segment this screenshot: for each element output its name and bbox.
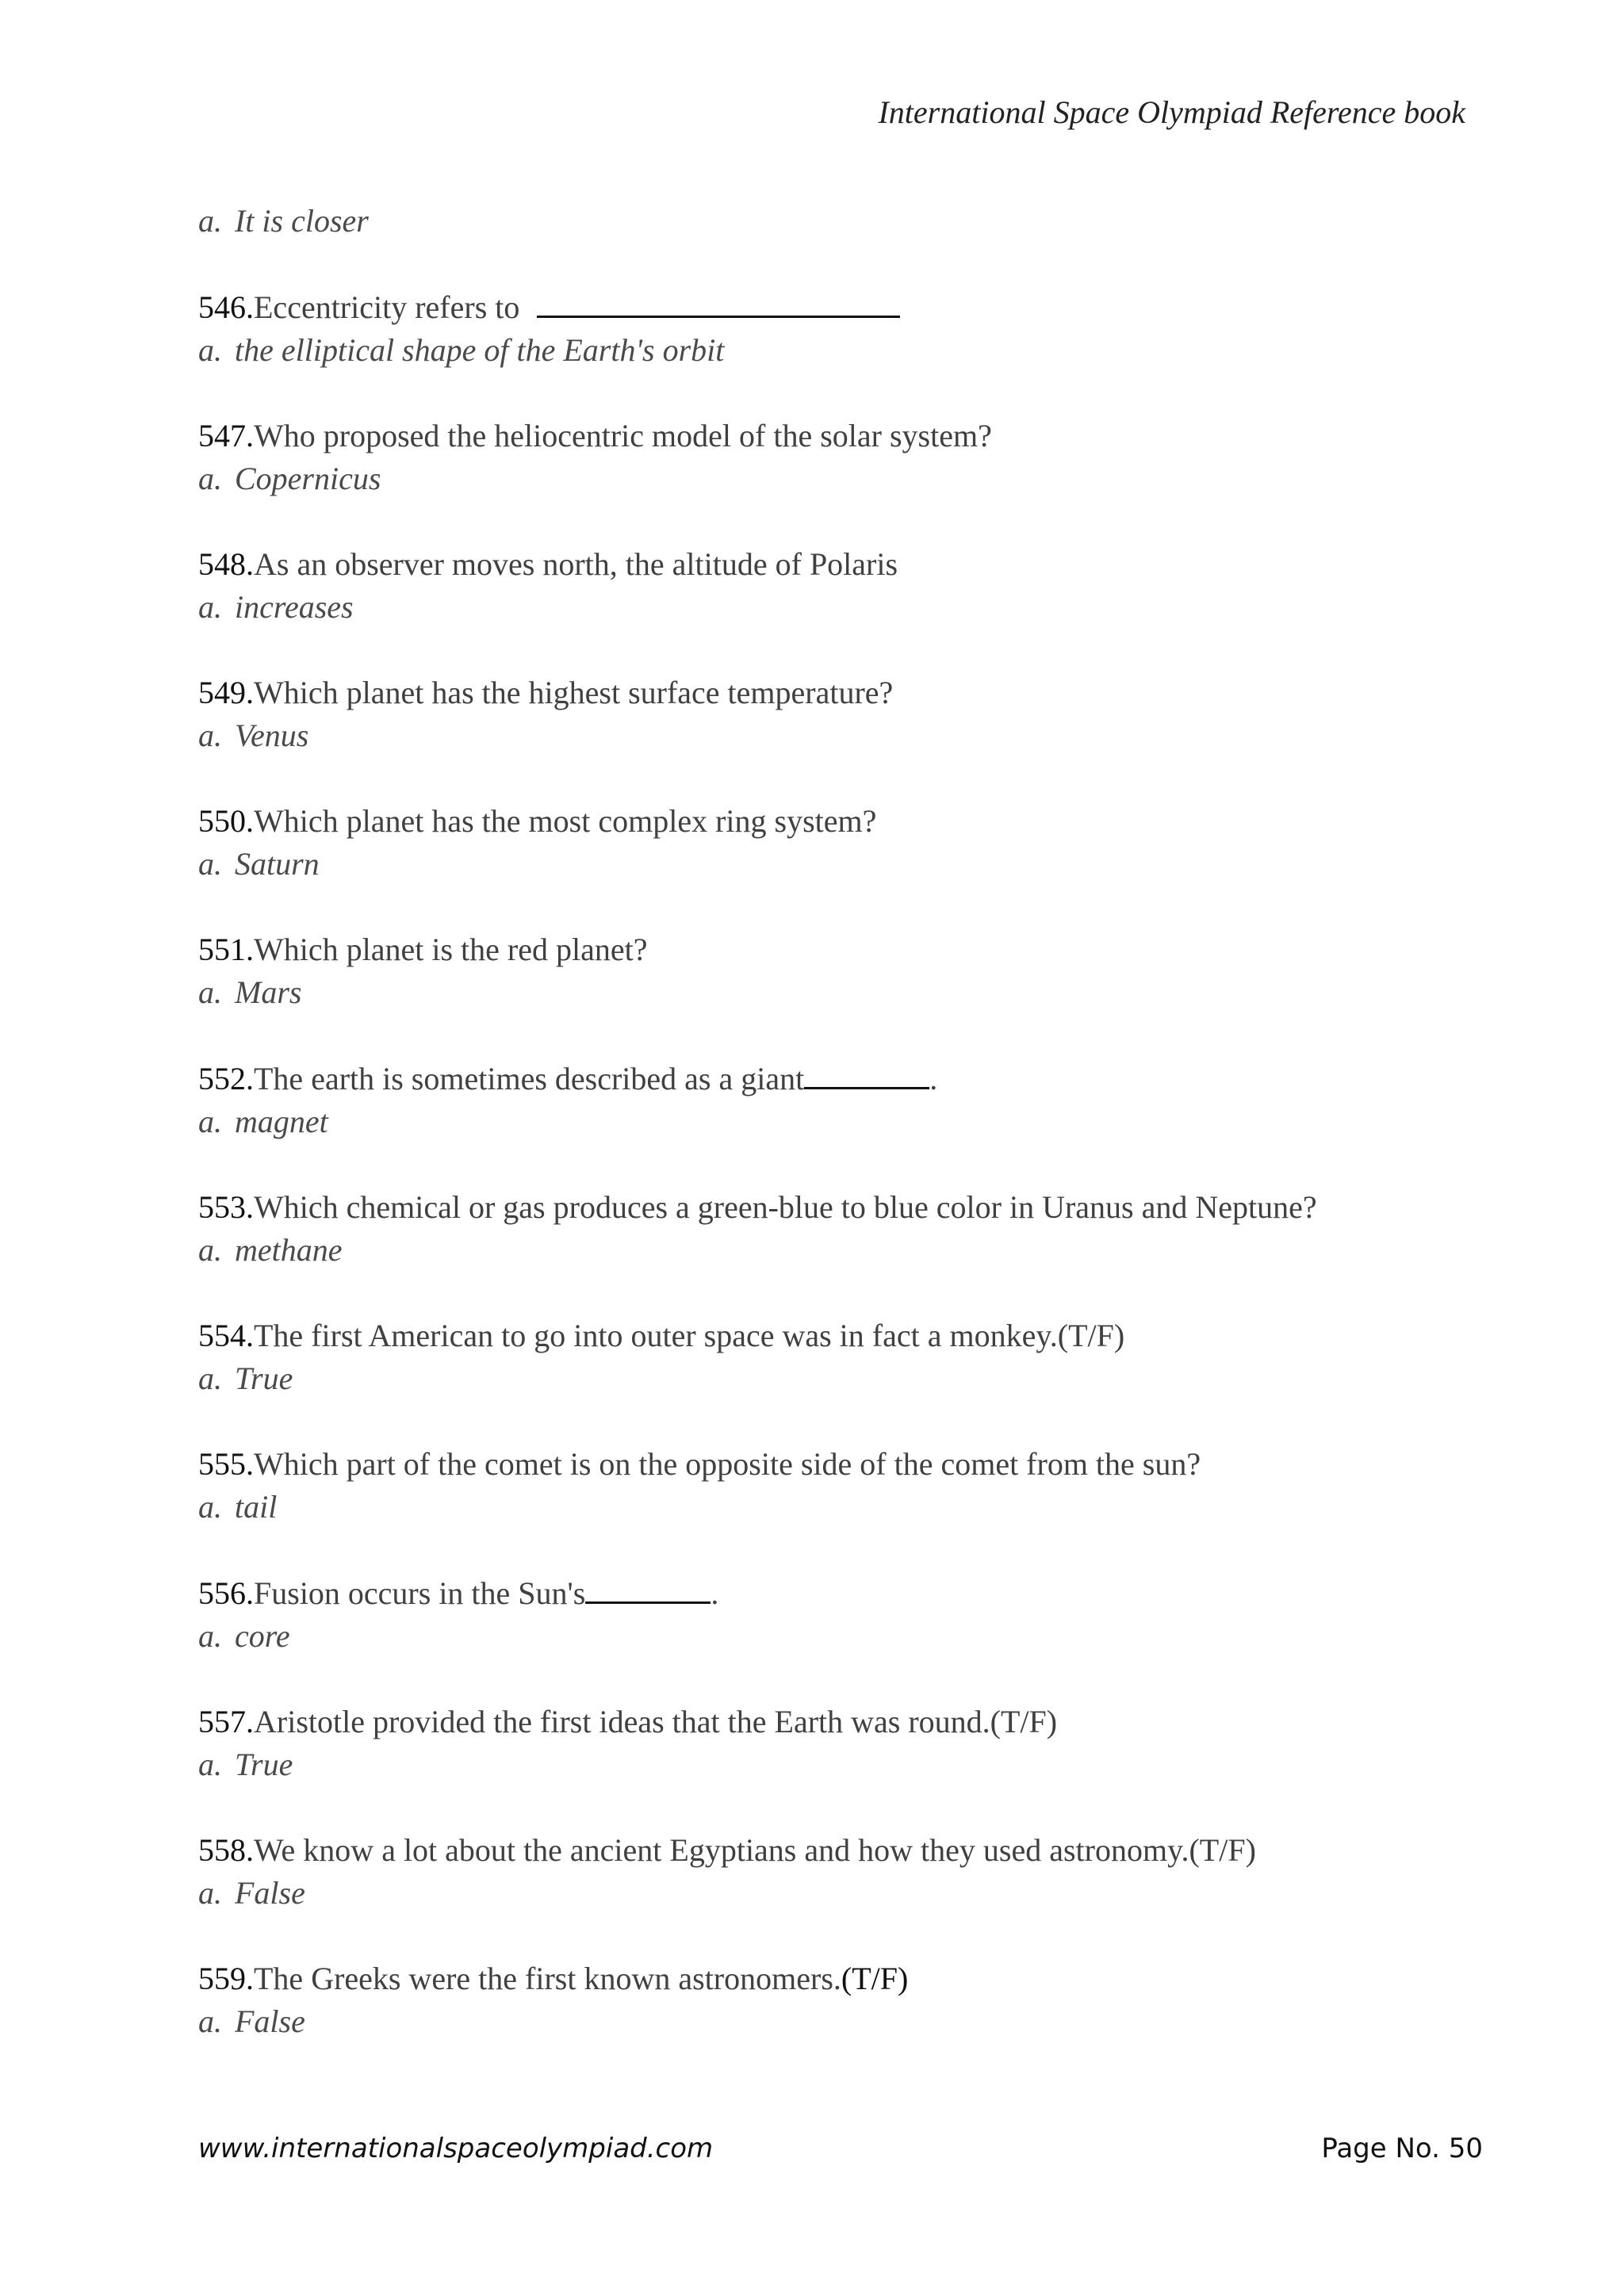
question-number: 547.	[198, 418, 254, 453]
answer-label: a.	[198, 461, 222, 496]
answer-text: magnet	[235, 1104, 328, 1139]
question-559	[198, 1957, 1483, 2043]
question-line	[198, 800, 1483, 843]
answer-line	[198, 1100, 1483, 1143]
answer-line	[198, 1229, 1483, 1272]
answer-text: False	[235, 1875, 305, 1911]
question-text: Which chemical or gas produces a green-blue to blue color in Uranus and Neptune?	[254, 1189, 1317, 1225]
answer-line	[198, 1743, 1483, 1786]
question-text-end: .	[710, 1575, 719, 1611]
answer-label: a.	[198, 1360, 222, 1396]
answer-text: True	[235, 1360, 293, 1396]
answer-text: the elliptical shape of the Earth's orbit	[235, 332, 725, 368]
question-number: 548.	[198, 546, 254, 582]
question-text: As an observer moves north, the altitude of Polaris	[254, 546, 898, 582]
answer-text: methane	[235, 1232, 343, 1268]
question-number: 554.	[198, 1318, 254, 1353]
question-text-tf: (T/F)	[841, 1961, 909, 1996]
fill-in-blank	[537, 285, 900, 318]
question-text: Which part of the comet is on the opposite side of the comet from the sun?	[254, 1446, 1201, 1482]
question-548	[198, 543, 1483, 629]
answer-line	[198, 2000, 1483, 2043]
question-554	[198, 1314, 1483, 1400]
answer-label: a.	[198, 1618, 222, 1654]
answer-line	[198, 200, 1483, 243]
question-line	[198, 1571, 1483, 1615]
question-line	[198, 1186, 1483, 1229]
answer-label: a.	[198, 203, 222, 239]
answer-line	[198, 457, 1483, 500]
answer-line	[198, 714, 1483, 757]
question-549	[198, 672, 1483, 757]
answer-label: a.	[198, 846, 222, 882]
answer-label: a.	[198, 332, 222, 368]
question-list	[198, 200, 1483, 2043]
question-550	[198, 800, 1483, 886]
answer-text: tail	[235, 1489, 278, 1525]
question-number: 557.	[198, 1704, 254, 1739]
answer-line	[198, 1872, 1483, 1915]
answer-line	[198, 586, 1483, 629]
answer-label: a.	[198, 1875, 222, 1911]
answer-text: Venus	[235, 718, 309, 753]
question-line	[198, 285, 1483, 329]
question-line	[198, 543, 1483, 586]
answer-text: It is closer	[235, 203, 369, 239]
question-text: Who proposed the heliocentric model of the solar system?	[254, 418, 992, 453]
question-number: 552.	[198, 1061, 254, 1096]
answer-line	[198, 843, 1483, 886]
question-number: 555.	[198, 1446, 254, 1482]
question-line	[198, 1314, 1483, 1357]
answer-text: True	[235, 1747, 293, 1782]
question-line	[198, 1057, 1483, 1100]
answer-label: a.	[198, 2003, 222, 2039]
answer-text: Copernicus	[235, 461, 381, 496]
question-text-end: .	[929, 1061, 938, 1096]
question-number: 546.	[198, 289, 254, 325]
question-line	[198, 1829, 1483, 1872]
website-link[interactable]: www.internationalspaceolympiad.com	[198, 2133, 714, 2164]
answer-text: Mars	[235, 974, 302, 1010]
page-number: Page No. 50	[1321, 2133, 1483, 2164]
answer-text: False	[235, 2003, 305, 2039]
question-number: 551.	[198, 932, 254, 967]
answer-text: Saturn	[235, 846, 320, 882]
answer-text: increases	[235, 589, 354, 625]
question-558	[198, 1829, 1483, 1915]
question-text: Fusion occurs in the Sun's	[254, 1575, 586, 1611]
question-text: The first American to go into outer space was in fact a monkey.(T/F)	[254, 1318, 1125, 1353]
answer-line	[198, 329, 1483, 372]
question-text: Which planet is the red planet?	[254, 932, 648, 967]
answer-line	[198, 971, 1483, 1014]
answer-label: a.	[198, 1489, 222, 1525]
answer-line	[198, 1357, 1483, 1400]
fill-in-blank	[804, 1057, 929, 1089]
answer-label: a.	[198, 974, 222, 1010]
question-556	[198, 1571, 1483, 1658]
question-text: Which planet has the highest surface temperature?	[254, 675, 894, 710]
question-number: 556.	[198, 1575, 254, 1611]
answer-label: a.	[198, 589, 222, 625]
question-number: 558.	[198, 1832, 254, 1868]
question-text: The earth is sometimes described as a giant	[254, 1061, 805, 1096]
running-header: International Space Olympiad Reference book	[878, 94, 1465, 130]
question-line	[198, 672, 1483, 714]
answer-label: a.	[198, 718, 222, 753]
answer-label: a.	[198, 1232, 222, 1268]
answer-text: core	[235, 1618, 290, 1654]
answer-line	[198, 1615, 1483, 1658]
fill-in-blank	[585, 1571, 710, 1604]
question-text: Aristotle provided the first ideas that the Earth was round.(T/F)	[254, 1704, 1058, 1739]
question-text: Which planet has the most complex ring system?	[254, 803, 877, 839]
question-text: The Greeks were the first known astronomers.	[254, 1961, 841, 1996]
question-555	[198, 1443, 1483, 1529]
question-line	[198, 1443, 1483, 1486]
question-text: We know a lot about the ancient Egyptians and how they used astronomy.(T/F)	[254, 1832, 1256, 1868]
question-552	[198, 1057, 1483, 1143]
answer-label: a.	[198, 1747, 222, 1782]
question-text: Eccentricity refers to	[254, 289, 528, 325]
question-number: 549.	[198, 675, 254, 710]
answer-label: a.	[198, 1104, 222, 1139]
question-547	[198, 415, 1483, 500]
question-line	[198, 1957, 1483, 2000]
question-551	[198, 928, 1483, 1014]
question-553	[198, 1186, 1483, 1272]
question-line	[198, 928, 1483, 971]
question-line	[198, 415, 1483, 457]
question-number: 559.	[198, 1961, 254, 1996]
answer-line	[198, 1486, 1483, 1529]
question-line	[198, 1701, 1483, 1743]
question-557	[198, 1701, 1483, 1786]
question-number: 553.	[198, 1189, 254, 1225]
question-number: 550.	[198, 803, 254, 839]
question-546	[198, 285, 1483, 372]
